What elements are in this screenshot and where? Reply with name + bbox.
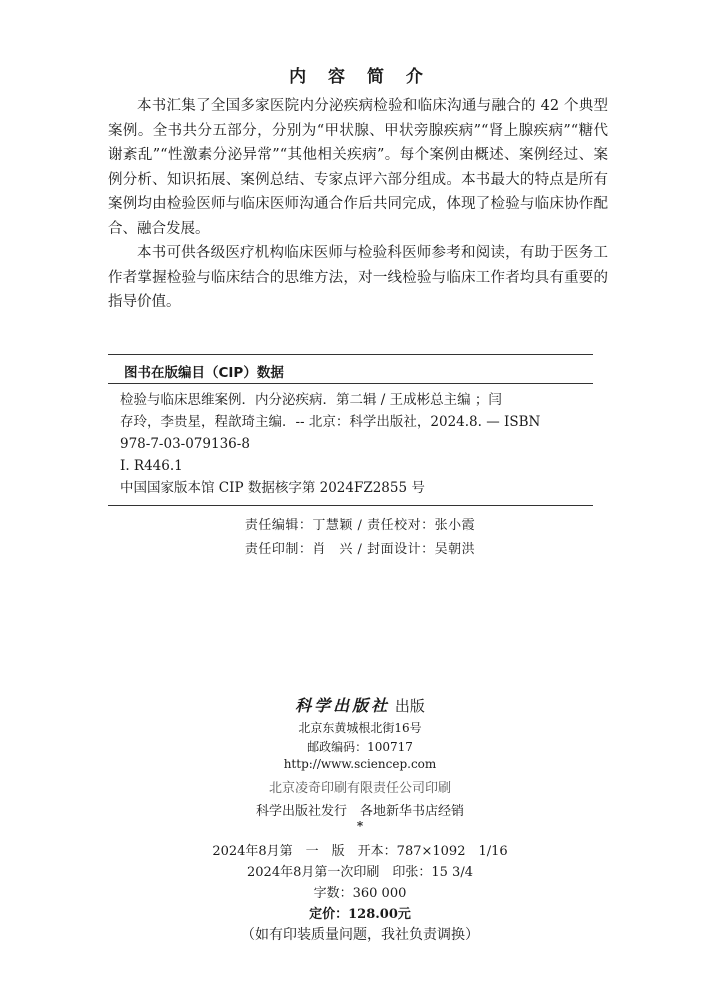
cip-heading-rule	[108, 383, 593, 384]
cip-heading: 图书在版编目（CIP）数据	[124, 365, 284, 381]
cip-line-3: 978-7-03-079136-8	[120, 436, 250, 452]
publisher-suffix: 出版	[394, 697, 425, 715]
cip-block	[120, 389, 595, 499]
edition-line: 2024年8月第 一 版 开本：787×1092 1/16	[212, 844, 508, 859]
cip-line-4: Ⅰ. R446.1	[120, 458, 183, 474]
cip-bottom-rule	[108, 505, 593, 506]
staff-line-1: 责任编辑：丁慧颖 / 责任校对：张小霞	[244, 518, 476, 533]
publisher-line	[0, 693, 720, 716]
word-count: 字数：360 000	[313, 886, 407, 901]
page-title: 内 容 简 介	[289, 67, 431, 87]
distribution-line: 科学出版社发行 各地新华书店经销	[255, 804, 464, 819]
intro-paragraph-2: 本书可供各级医疗机构临床医师与检验科医师参考和阅读，有助于医务工作者掌握检验与临床结合的思维方法，对一线检验与临床工作者均具有重要的指导价值。	[108, 245, 608, 310]
publisher-logo: 科学出版社	[295, 696, 391, 715]
cip-line-2: 存玲，李贵星，程歆琦主编．-- 北京：科学出版社，2024.8. — ISBN	[120, 414, 541, 430]
price-line: 定价：128.00元	[309, 907, 411, 922]
printing-line: 2024年8月第一次印刷 印张：15 3/4	[247, 865, 473, 880]
publisher-address: 北京东黄城根北街16号	[298, 721, 422, 735]
separator-star: *	[356, 819, 364, 833]
intro-paragraph-1: 本书汇集了全国多家医院内分泌疾病检验和临床沟通与融合的 42 个典型案例。全书共分五部分，分别为“甲状腺、甲状旁腺疾病”“肾上腺疾病”“糖代谢紊乱”“性激素分泌异常”“其他相关疾病”。每个案例由概述、案例经过、案例分析、知识拓展、案例总结、专家点评六部分组成。本书最大的特点是所有案例均由检验医师与临床医师沟通合作后共同完成，体现了检验与临床协作配合、融合发展。	[108, 98, 608, 237]
publisher-url: http://www.sciencep.com	[283, 757, 437, 771]
intro-section	[108, 94, 608, 315]
cip-line-5: 中国国家版本馆 CIP 数据核字第 2024FZ2855 号	[120, 480, 425, 496]
cip-top-rule	[108, 354, 593, 355]
staff-line-2: 责任印制：肖 兴 / 封面设计：吴朝洪	[244, 542, 476, 557]
printer-line: 北京凌奇印刷有限责任公司印刷	[268, 781, 451, 796]
quality-note: （如有印装质量问题，我社负责调换）	[241, 927, 479, 943]
cip-line-1: 检验与临床思维案例．内分泌疾病．第二辑 / 王成彬总主编 ；闫	[120, 392, 502, 408]
publisher-postcode: 邮政编码：100717	[307, 740, 413, 754]
